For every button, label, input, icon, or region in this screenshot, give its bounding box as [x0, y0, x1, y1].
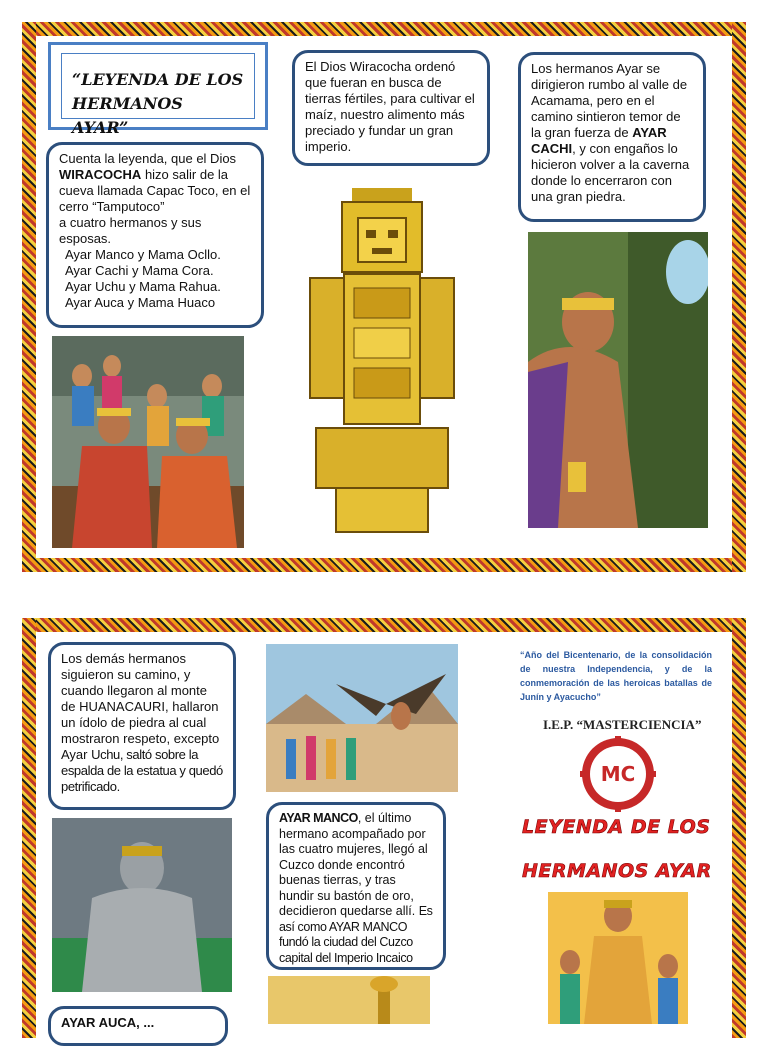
couple-3: Ayar Uchu y Mama Rahua.	[65, 279, 221, 294]
cover-title-line1: LEYENDA DE LOS	[522, 816, 711, 838]
condor-scene-illustration	[266, 644, 458, 792]
inca-border-right-2	[732, 618, 746, 1038]
manco-name: AYAR MANCO	[279, 811, 358, 825]
inca-border-top-2	[22, 618, 746, 632]
panel-intro	[46, 142, 264, 328]
panel-cachi	[518, 52, 706, 222]
ayar-uchu-illustration	[52, 818, 232, 992]
couple-1: Ayar Manco y Mama Ocllo.	[65, 247, 221, 262]
panel-wiracocha	[292, 50, 490, 166]
intro-line1: Cuenta la leyenda, que el Dios	[59, 151, 237, 166]
intro-god: WIRACOCHA	[59, 167, 142, 182]
intro-line2: hizo salir de la cueva llamada Capac Toco, en el cerro “Tamputoco”	[59, 167, 251, 214]
cachi-name: AYAR CACHI	[531, 125, 667, 156]
logo-text: MC	[600, 762, 636, 786]
inca-border-bottom	[22, 558, 746, 572]
legend-title-box	[48, 42, 268, 137]
couple-4: Ayar Auca y Mama Huaco	[65, 295, 216, 310]
panel-auca	[48, 1006, 228, 1046]
bicentennial-motto: “Año del Bicentenario, de la consolidación de nuestra Independencia, y de la conmemoración de las heroicas batallas de Junín y Ayacucho”	[520, 650, 712, 702]
intro-line3: a cuatro hermanos y sus esposas.	[59, 215, 202, 246]
cachi-before: Los hermanos Ayar se dirigieron rumbo al valle de Acamama, pero en el camino sintieron temor de la gran fuerza de	[531, 61, 688, 140]
couple-2: Ayar Cachi y Mama Cora.	[65, 263, 214, 278]
golden-staff-illustration	[268, 976, 430, 1024]
inca-border-left-2	[22, 618, 36, 1038]
legend-title: “LEYENDA DE LOS HERMANOS AYAR”	[61, 53, 255, 119]
brothers-illustration	[52, 336, 244, 548]
inca-border-left	[22, 22, 36, 572]
inca-border-top	[22, 22, 746, 36]
couples-list	[59, 247, 251, 311]
wiracocha-idol-illustration	[296, 178, 468, 538]
panel-uchu	[48, 642, 236, 810]
wiracocha-text: El Dios Wiracocha ordenó que fueran en busca de tierras fértiles, para cultivar el maíz, nuestro alimento más preciado y fundar un gran imperio.	[305, 59, 475, 154]
panel-manco	[266, 802, 446, 970]
uchu-part1: Los demás hermanos siguieron su camino, y cuando llegaron al monte de HUANACAURI, hallaron un ídolo de piedra al cual mostraron respeto, excepto Ayar	[61, 651, 220, 762]
school-name: I.E.P. “MASTERCIENCIA”	[543, 717, 702, 732]
ayar-cachi-illustration	[528, 232, 708, 528]
manco-ending: Es así como AYAR MANCO fundó la ciudad del Cuzco capital del Imperio Incaico	[279, 904, 433, 965]
school-logo	[580, 736, 656, 812]
manco-text: , el último hermano acompañado por las cuatro mujeres, llegó al Cuzco donde encontró buenas tierras, y tras hundir su bastón de oro, decidieron quedarse allí.	[279, 811, 428, 918]
cover-inca-illustration	[548, 892, 688, 1024]
uchu-part2: Uchu, saltó sobre la espalda de la estatua y quedó petrificado.	[61, 747, 223, 794]
cachi-after: , y con engaños lo hicieron volver a la caverna donde lo encerraron con una gran piedra.	[531, 141, 690, 204]
auca-text: AYAR AUCA, ...	[61, 1015, 155, 1030]
inca-border-right	[732, 22, 746, 572]
cover-title-line2: HERMANOS AYAR	[522, 860, 712, 882]
